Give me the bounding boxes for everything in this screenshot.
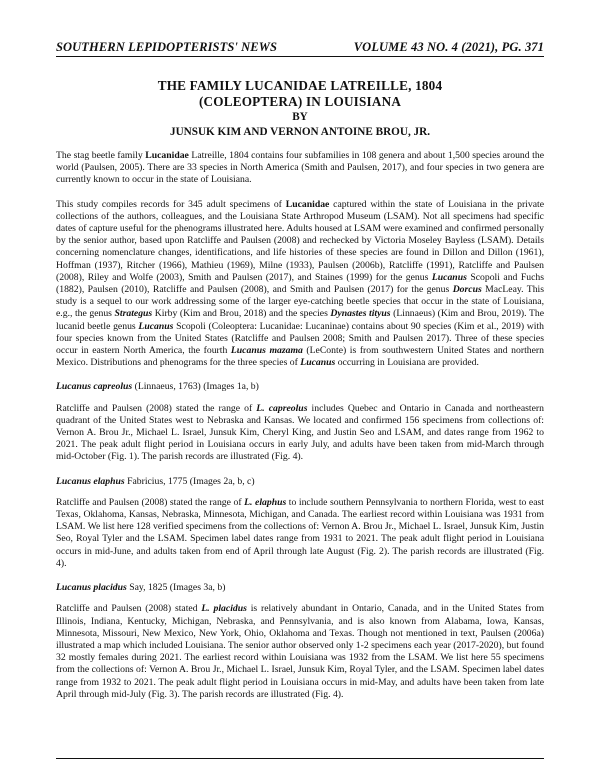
placidus-heading: Lucanus placidus Say, 1825 (Images 3a, b) — [56, 582, 226, 594]
volume-info: VOLUME 43 NO. 4 (2021), PG. 371 — [353, 40, 544, 54]
placidus-paragraph: Ratcliffe and Paulsen (2008) stated L. placidus is relatively abundant in Ontario, Canada, and in the United States from Illinois, Indiana, Kentucky, Michigan, Nebraska, and Pennsylvania, and is also known from Alabama, Iowa, Kansas, Minnesota, Missouri, New Mexico, New York, Ohio, Oklahoma and Texas. Though not mentioned in text, Paulsen (2006a) illustrated a map which included Louisiana. The senior author observed only 1-2 specimens each year (2017-2020), but found 32 mostly females during 2021. The earliest record within Louisiana was 1932 from the LSAM. We list here 55 specimens from the collections of: Vernon A. Brou Jr., Michael L. Israel, Junsuk Kim, Royal Tyler, and the LSAM. Specimen label dates range from 1932 to 2021. The peak adult flight period in Louisiana occurs in mid-May, and adults have been taken from late April through mid-July (Fig. 3). The parish records are illustrated (Fig. 4). — [56, 603, 544, 700]
title-line-1: THE FAMILY LUCANIDAE LATREILLE, 1804 — [157, 78, 443, 93]
title-line-2: (COLEOPTERA) IN LOUISIANA — [198, 93, 402, 109]
study-paragraph: This study compiles records for 345 adult specimens of Lucanidae captured within the state of Louisiana in the private collections of the authors, colleagues, and the Louisiana State Arthropod Museum (LSAM). Not all specimens had specific dates of capture useful for the phenograms illustrated here. Adults housed at LSAM were examined and confirmed personally by the senior author, based upon Ratcliffe and Paulsen (2008) and rechecked by Victoria Moseley Bayless (LSAM). Details concerning nomenclature changes, identifications, and life histories of these species are found in Dillon and Dillon (1961), Hoffman (1937), Ritcher (1966), Mathieu (1969), Milne (1933), Paulsen (2006b), Ratcliffe (1991), Ratcliffe and Paulsen (2008), Riley and Wolfe (2003), Smith and Paulsen (2017), and Staines (1999) for the genus Lucanus Scopoli and Fuchs (1882), Paulsen (2010), Ratcliffe and Paulsen (2008), and Smith and Paulsen (2017) for the genus Dorcus MacLeay. This study is a sequel to our work addressing some of the larger eye-catching beetle species that occur in the state of Louisiana, e.g., the genus Strategus Kirby (Kim and Brou, 2018) and the species Dynastes tityus (Linnaeus) (Kim and Brou, 2019). The lucanid beetle genus Lucanus Scopoli (Coleoptera: Lucanidae: Lucaninae) contains about 90 species (Kim et al., 2019) with four species known from the United States (Ratcliffe and Paulsen 2008; Smith and Paulsen 2017). Three of these species occur in eastern North America, the fourth Lucanus mazama (LeConte) is from southwestern United States and northern Mexico. Distributions and phenograms for the three species of Lucanus occurring in Louisiana are provided. — [56, 198, 545, 369]
footer-rule — [56, 758, 544, 759]
running-header — [56, 40, 544, 55]
header-rule — [56, 56, 544, 57]
capreolus-heading: Lucanus capreolus (Linnaeus, 1763) (Images 1a, b) — [56, 381, 259, 393]
intro-paragraph: The stag beetle family Lucanidae Latreille, 1804 contains four subfamilies in 108 genera and about 1,500 species around the world (Paulsen, 2005). There are 33 species in North America (Smith and Paulsen, 2017), and four species in two genera are currently known to occur in the state of Louisiana. — [56, 150, 544, 186]
elaphus-paragraph: Ratcliffe and Paulsen (2008) stated the range of L. elaphus to include southern Pennsylvania to northern Florida, west to east Texas, Oklahoma, Kansas, Nebraska, Minnesota, Michigan, and Canada. The earliest record within Louisiana was 1931 from LSAM. We list here 128 verified specimens from the collections of: Vernon A. Brou Jr., Michael L. Israel, Junsuk Kim, Justin Seo, Royal Tyler and the LSAM. Specimen label dates range from 1931 to 2021. The peak adult flight period in Louisiana occurs in mid-June, and adults taken from end of April through late August (Fig. 2). The parish records are illustrated (Fig. 4). — [56, 496, 544, 569]
byline-by: BY — [292, 111, 308, 123]
article-body — [56, 150, 544, 711]
title-block — [56, 78, 544, 139]
elaphus-heading: Lucanus elaphus Fabricius, 1775 (Images 2a, b, c) — [56, 475, 255, 487]
authors: JUNSUK KIM AND VERNON ANTOINE BROU, JR. — [169, 126, 431, 138]
capreolus-paragraph: Ratcliffe and Paulsen (2008) stated the range of L. capreolus includes Quebec and Ontario in Canada and northeastern quadrant of the United States west to Nebraska and Kansas. We located and confirmed 156 specimens from collections of: Vernon A. Brou Jr., Michael L. Israel, Junsuk Kim, Cheryl King, and Justin Seo and LSAM, and dates range from 1962 to 2021. The peak adult flight period in Louisiana occurs in early July, and adults have been taken from mid-March through mid-October (Fig. 1). The parish records are illustrated (Fig. 4). — [56, 402, 544, 463]
journal-name: SOUTHERN LEPIDOPTERISTS' NEWS — [56, 40, 277, 54]
